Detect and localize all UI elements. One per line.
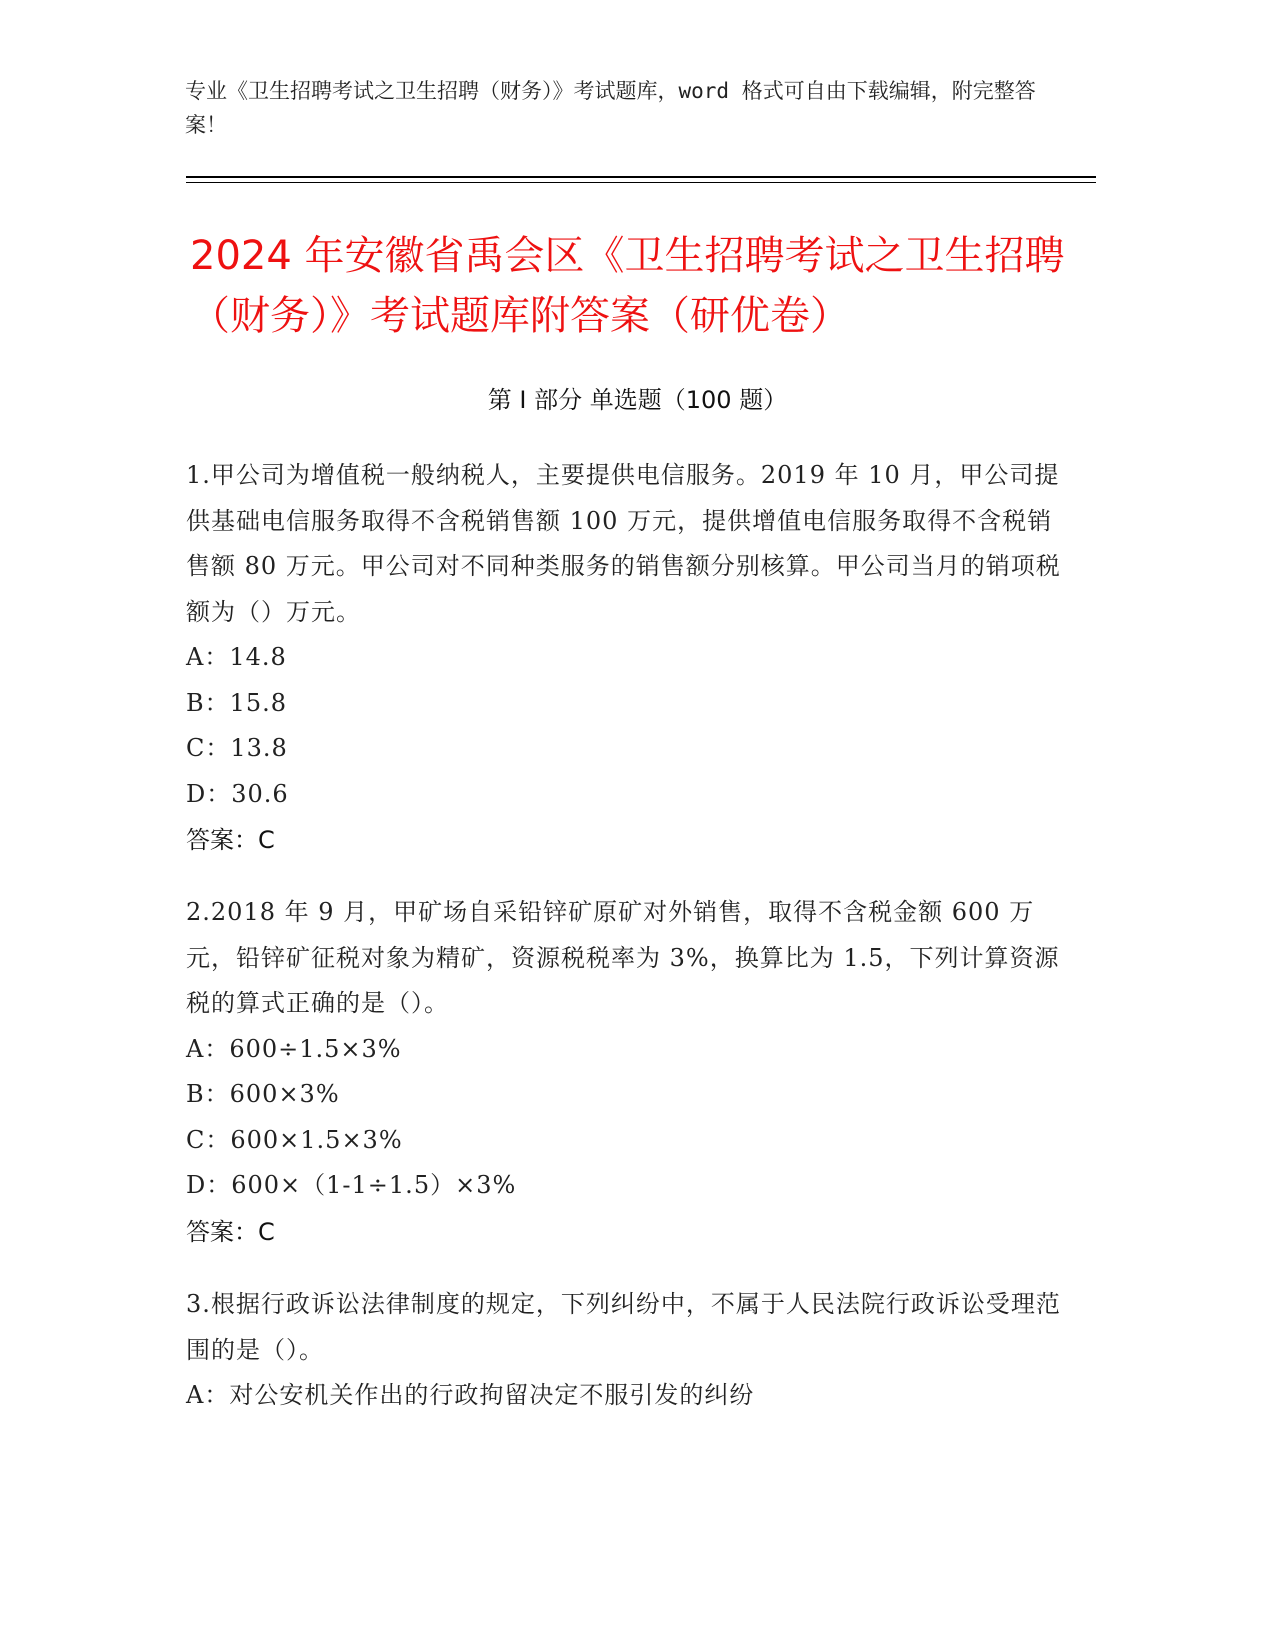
option-c: C：600×1.5×3% xyxy=(186,1125,403,1154)
answer: 答案：C xyxy=(186,826,275,854)
option-a: A：14.8 xyxy=(186,643,287,671)
question-stem: 3.根据行政诉讼法律制度的规定，下列纠纷中，不属于人民法院行政诉讼受理范围的是（）。 xyxy=(186,1290,1061,1364)
question-2 xyxy=(186,890,1066,1255)
answer: 答案：C xyxy=(186,1217,275,1246)
document-title: 2024 年安徽省禹会区《卫生招聘考试之卫生招聘（财务）》考试题库附答案（研优卷） xyxy=(190,233,1065,339)
question-stem: 2.2018 年 9 月，甲矿场自采铅锌矿原矿对外销售，取得不含税金额 600 万元，铅锌矿征税对象为精矿，资源税税率为 3%，换算比为 1.5，下列计算资源税的算式正确的是（）。 xyxy=(186,898,1060,1017)
section-title: 第 I 部分 单选题（100 题） xyxy=(487,386,788,414)
header-note: 专业《卫生招聘考试之卫生招聘（财务）》考试题库，word 格式可自由下载编辑，附完整答案！ xyxy=(185,79,1036,137)
option-b: B：600×3% xyxy=(186,1080,340,1108)
question-stem: 1.甲公司为增值税一般纳税人，主要提供电信服务。2019 年 10 月，甲公司提供基础电信服务取得不含税销售额 100 万元，提供增值电信服务取得不含税销售额 80 万元。甲公司对不同种类服务的销售额分别核算。甲公司当月的销项税额为（）万元。 xyxy=(186,461,1061,626)
option-d: D：600×（1-1÷1.5）×3% xyxy=(186,1171,517,1199)
option-c: C：13.8 xyxy=(186,734,288,762)
option-b: B：15.8 xyxy=(186,688,288,717)
option-a: A：对公安机关作出的行政拘留决定不服引发的纠纷 xyxy=(186,1381,755,1409)
question-3 xyxy=(186,1282,1066,1419)
header-divider xyxy=(186,176,1096,178)
option-d: D：30.6 xyxy=(186,779,289,808)
option-a: A：600÷1.5×3% xyxy=(186,1034,402,1063)
question-1 xyxy=(186,453,1066,863)
header-divider-thin xyxy=(186,182,1096,183)
